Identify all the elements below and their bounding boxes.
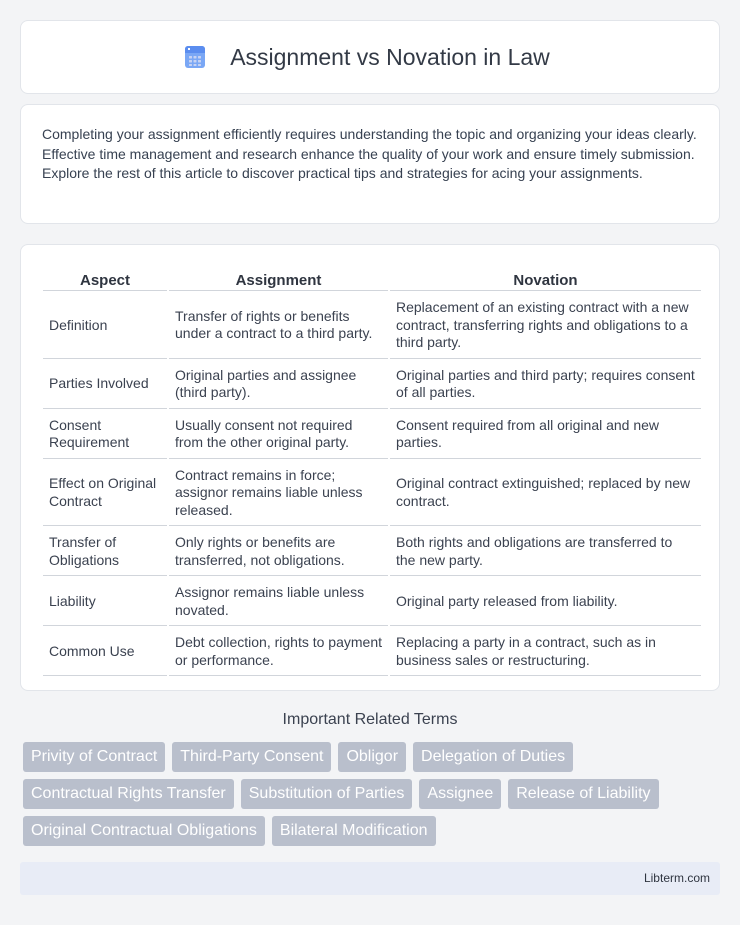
table-row [43,361,701,409]
related-terms-heading: Important Related Terms [282,711,458,728]
footer [20,862,720,895]
aspect-cell: Consent Requirement [43,411,167,459]
tag-contractual-rights-transfer[interactable]: Contractual Rights Transfer [23,779,234,809]
tag-bilateral-modification[interactable]: Bilateral Modification [272,816,436,846]
tag-row [23,816,723,846]
novation-cell: Original party released from liability. [390,578,701,626]
aspect-cell: Liability [43,578,167,626]
page-title: Assignment vs Novation in Law [230,43,550,70]
aspect-cell: Definition [43,293,167,359]
header-novation: Novation [390,267,701,291]
aspect-cell: Transfer of Obligations [43,528,167,576]
assignment-cell: Transfer of rights or benefits under a contract to a third party. [169,293,388,359]
aspect-cell: Common Use [43,628,167,676]
assignment-cell: Usually consent not required from the other original party. [169,411,388,459]
novation-cell: Replacement of an existing contract with a new contract, transferring rights and obligations to a third party. [390,293,701,359]
table-row [43,528,701,576]
table-row [43,628,701,676]
calculator-icon [182,44,208,70]
title-card [20,20,720,94]
aspect-cell: Parties Involved [43,361,167,409]
novation-cell: Replacing a party in a contract, such as in business sales or restructuring. [390,628,701,676]
novation-cell: Original parties and third party; requires consent of all parties. [390,361,701,409]
comparison-table [41,265,703,678]
tag-assignee[interactable]: Assignee [419,779,501,809]
tag-substitution-of-parties[interactable]: Substitution of Parties [241,779,413,809]
assignment-cell: Debt collection, rights to payment or performance. [169,628,388,676]
assignment-cell: Original parties and assignee (third party). [169,361,388,409]
novation-cell: Both rights and obligations are transferred to the new party. [390,528,701,576]
assignment-cell: Only rights or benefits are transferred, not obligations. [169,528,388,576]
table-row [43,461,701,527]
tag-delegation-of-duties[interactable]: Delegation of Duties [413,742,573,772]
header-aspect: Aspect [43,267,167,291]
intro-card [20,104,720,224]
table-row [43,293,701,359]
comparison-table-card [20,244,720,691]
tag-original-contractual-obligations[interactable]: Original Contractual Obligations [23,816,265,846]
footer-site-link[interactable]: Libterm.com [643,871,710,885]
related-terms-list [23,742,723,853]
novation-cell: Consent required from all original and new parties. [390,411,701,459]
table-header-row [43,267,701,291]
tag-privity-of-contract[interactable]: Privity of Contract [23,742,165,772]
table-row [43,578,701,626]
tag-third-party-consent[interactable]: Third-Party Consent [172,742,331,772]
novation-cell: Original contract extinguished; replaced by new contract. [390,461,701,527]
intro-paragraph: Completing your assignment efficiently requires understanding the topic and organizing your ideas clearly. Effective time management and research enhance the quality of your work and ensure timely submission. Explore the rest of this article to discover practical tips and strategies for acing your assignments. [42,126,697,181]
assignment-cell: Contract remains in force; assignor remains liable unless released. [169,461,388,527]
tag-row [23,742,723,772]
table-row [43,411,701,459]
tag-obligor[interactable]: Obligor [338,742,406,772]
tag-row [23,779,723,809]
header-assignment: Assignment [169,267,388,291]
assignment-cell: Assignor remains liable unless novated. [169,578,388,626]
tag-release-of-liability[interactable]: Release of Liability [508,779,658,809]
aspect-cell: Effect on Original Contract [43,461,167,527]
